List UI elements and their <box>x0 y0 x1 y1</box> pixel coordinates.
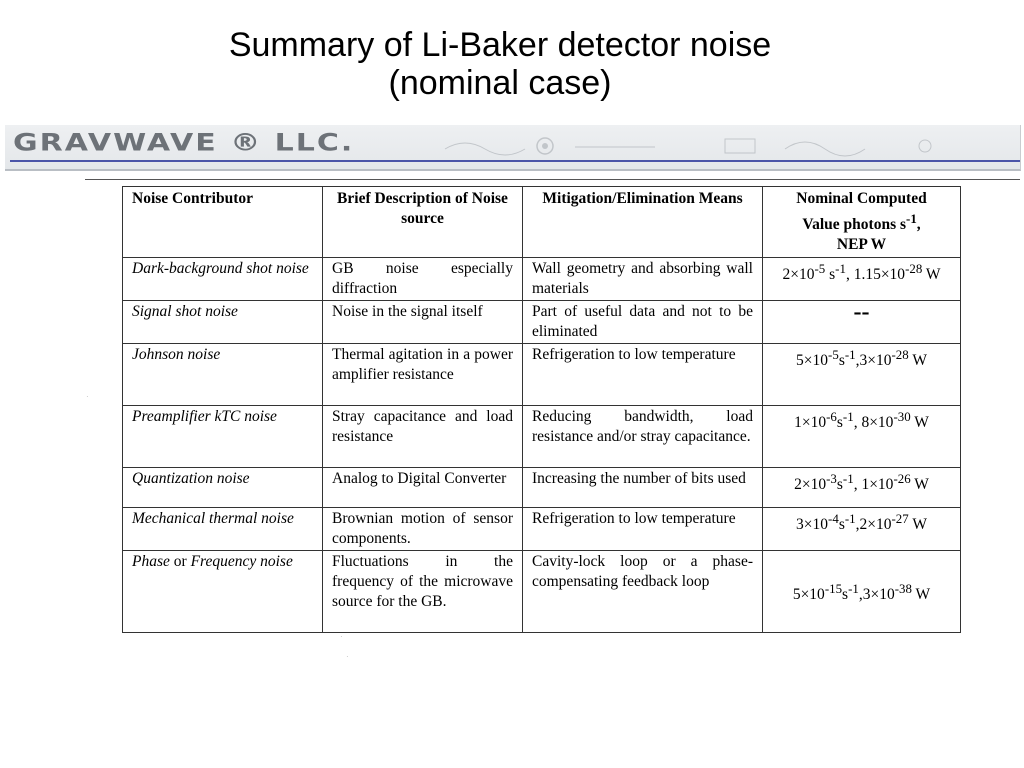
header-noise-contributor: Noise Contributor <box>123 187 323 258</box>
nominal-value-cell: $1\times 10^{-6}s^{-1}$, $8\times 10^{-30}$ W <box>763 406 961 468</box>
nominal-value-cell: -- <box>763 301 961 344</box>
scan-speck: · <box>340 632 343 641</box>
header-nominal-value: Nominal Computed Value photons $s^{-1}$, NEP W <box>763 187 961 258</box>
noise-description-cell: Stray capacitance and load resistance <box>323 406 523 468</box>
mitigation-cell: Increasing the number of bits used <box>523 468 763 508</box>
mitigation-cell: Reducing bandwidth, load resistance and/or stray capacitance. <box>523 406 763 468</box>
table-row <box>123 508 961 551</box>
noise-description-cell: Noise in the signal itself <box>323 301 523 344</box>
scan-speck: · <box>346 652 349 661</box>
noise-contributor-cell: Signal shot noise <box>123 301 323 344</box>
noise-contributor-cell: Mechanical thermal noise <box>123 508 323 551</box>
nominal-value-cell: $3\times 10^{-4}s^{-1},2\times 10^{-27}$ W <box>763 508 961 551</box>
noise-description-cell: Brownian motion of sensor components. <box>323 508 523 551</box>
noise-description-cell: GB noise especially diffraction <box>323 258 523 301</box>
table-row <box>123 551 961 633</box>
nominal-value-cell: $5\times 10^{-15}s^{-1},3\times 10^{-38}$ W <box>763 551 961 633</box>
noise-contributor-cell: Quantization noise <box>123 468 323 508</box>
noise-description-cell: Fluctuations in the frequency of the microwave source for the GB. <box>323 551 523 633</box>
banner-watermark <box>425 135 1005 157</box>
table-row <box>123 406 961 468</box>
slide-title <box>0 26 1000 102</box>
company-logo: GRAVWAVE ® LLC. <box>13 129 355 157</box>
mitigation-cell: Cavity-lock loop or a phase-compensating feedback loop <box>523 551 763 633</box>
logo-underline <box>10 160 1020 162</box>
scan-speck: · <box>86 392 89 401</box>
noise-contributor-cell: Preamplifier kTC noise <box>123 406 323 468</box>
noise-contributor-cell: Dark-background shot noise <box>123 258 323 301</box>
noise-summary-table <box>122 186 961 633</box>
table-row <box>123 468 961 508</box>
mitigation-cell: Refrigeration to low temperature <box>523 344 763 406</box>
company-banner <box>5 125 1021 171</box>
mitigation-cell: Refrigeration to low temperature <box>523 508 763 551</box>
mitigation-cell: Part of useful data and not to be eliminated <box>523 301 763 344</box>
nominal-value-cell: $5\times 10^{-5}s^{-1},3\times 10^{-28}$ W <box>763 344 961 406</box>
table-row <box>123 301 961 344</box>
mitigation-cell: Wall geometry and absorbing wall materials <box>523 258 763 301</box>
scan-top-rule <box>85 179 1020 180</box>
title-line-1: Summary of Li-Baker detector noise <box>228 26 772 64</box>
noise-description-cell: Thermal agitation in a power amplifier resistance <box>323 344 523 406</box>
nominal-value-cell: $2\times 10^{-3}s^{-1}$, $1\times 10^{-26}$ W <box>763 468 961 508</box>
nominal-value-cell: $2\times 10^{-5}$ $s^{-1}$, $1.15\times 10^{-28}$ W <box>763 258 961 301</box>
title-line-2: (nominal case) <box>388 64 612 102</box>
noise-contributor-cell: Johnson noise <box>123 344 323 406</box>
noise-description-cell: Analog to Digital Converter <box>323 468 523 508</box>
noise-contributor-cell: Phase or Frequency noise <box>123 551 323 633</box>
header-description: Brief Description of Noise source <box>323 187 523 258</box>
table-row <box>123 344 961 406</box>
table-header-row <box>123 187 961 258</box>
table-row <box>123 258 961 301</box>
header-mitigation: Mitigation/Elimination Means <box>523 187 763 258</box>
